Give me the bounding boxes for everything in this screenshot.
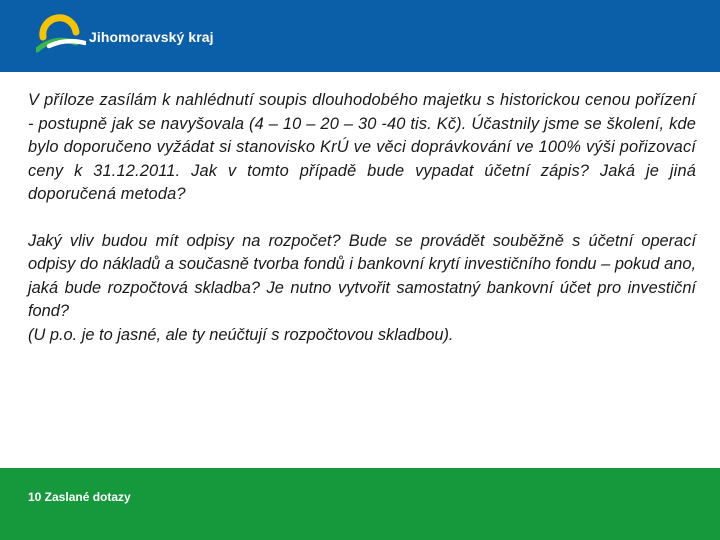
- region-logo-icon: [36, 12, 86, 54]
- paragraph-question-budget: Jaký vliv budou mít odpisy na rozpočet? Bude se provádět souběžně s účetní operací odpisy do nákladů a současně tvorba fondů i bankovní krytí investičního fondu – pokud ano, jaká bude rozpočtová skladba? Je nutno vytvořit samostatný bankovní účet pro investiční fond?: [28, 231, 696, 320]
- paragraph-question-entry: V příloze zasílám k nahlédnutí soupis dlouhodobého majetku s historickou cenou pořízení - postupně jak se navyšovala (4 – 10 – 20 – 30 -40 tis. Kč). Účastnily jsme se školení, kde bylo doporučeno vyžádat si stanovisko KrÚ ve věci doprávkování ve 100% výši pořizovací ceny k 31.12.2011. Jak v tomto případě bude vypadat účetní zápis? Jaká je jiná doporučená metoda?: [28, 91, 696, 203]
- slide-body: [28, 89, 696, 347]
- brand-name: Jihomoravský kraj: [89, 29, 214, 45]
- header-bar: [0, 0, 720, 72]
- paragraph-note: (U p.o. je to jasné, ale ty neúčtují s rozpočtovou skladbou).: [28, 325, 454, 344]
- footer-bar: [0, 468, 720, 540]
- footer-label: 10 Zaslané dotazy: [28, 490, 131, 504]
